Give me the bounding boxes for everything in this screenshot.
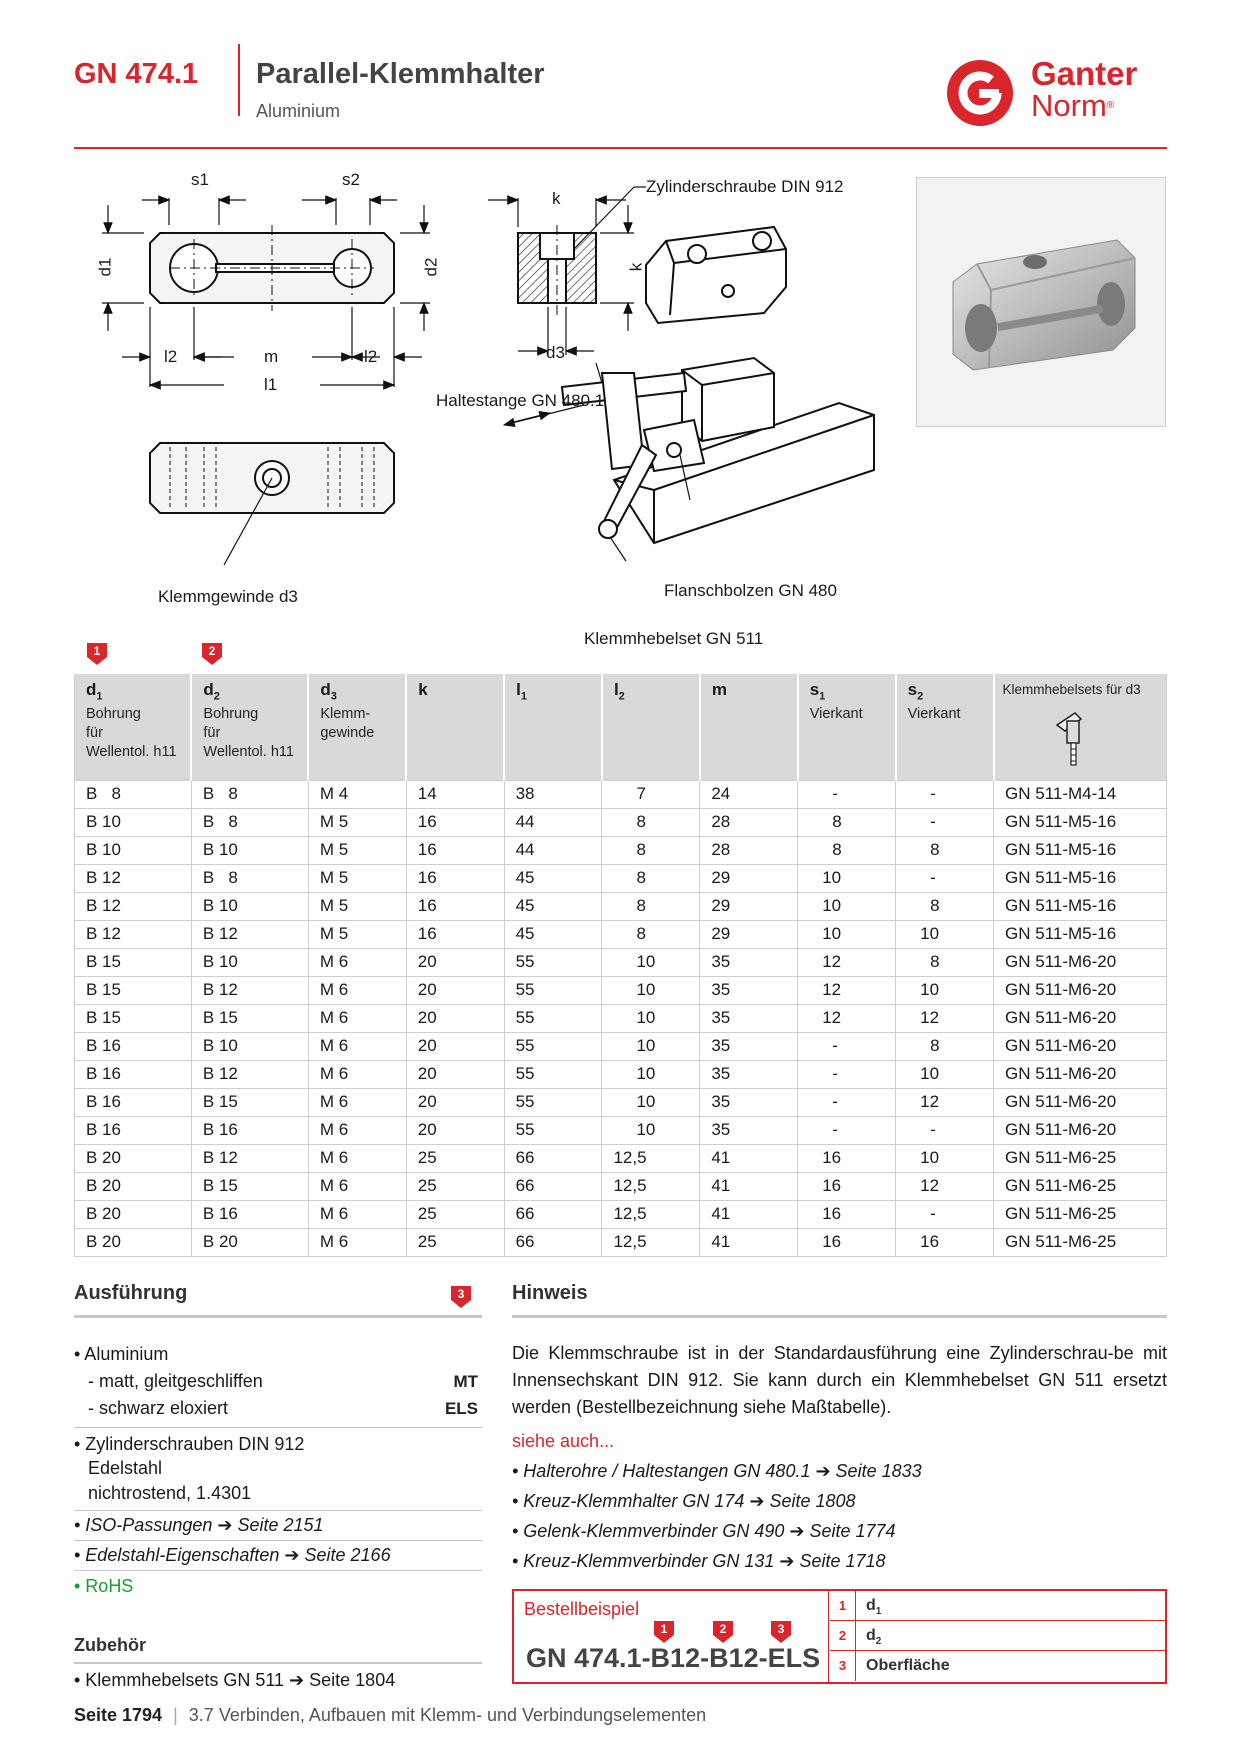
table-cell: M 6 <box>308 1088 406 1116</box>
table-cell: B 8 <box>191 808 308 836</box>
label-rod: Haltestange GN 480.1 <box>436 391 605 410</box>
table-cell: GN 511-M4-14 <box>994 780 1167 808</box>
divider <box>74 1510 482 1511</box>
label-lever: Klemmhebelset GN 511 <box>584 629 764 648</box>
label-thread: Klemmgewinde d3 <box>158 587 298 606</box>
table-cell: 45 <box>504 864 602 892</box>
table-cell: 55 <box>504 1032 602 1060</box>
table-cell: M 6 <box>308 1172 406 1200</box>
table-header-cell: $s_2$ Vierkant <box>896 674 994 780</box>
link-edelstahl[interactable]: • Edelstahl-Eigenschaften ➔ Seite 2166 <box>74 1545 391 1565</box>
table-row <box>75 1088 1167 1116</box>
top-view-drawing <box>150 225 394 311</box>
table-cell: 66 <box>504 1228 602 1256</box>
divider <box>74 1427 482 1428</box>
table-cell: 8 <box>602 836 700 864</box>
table-cell: GN 511-M6-20 <box>994 1088 1167 1116</box>
label-l2-left: l2 <box>164 347 178 366</box>
table-cell: 16 <box>798 1144 896 1172</box>
marker-d1: 1 <box>87 643 107 665</box>
table-cell: - <box>798 1088 896 1116</box>
label-l1: l1 <box>264 375 278 394</box>
table-cell: 45 <box>504 920 602 948</box>
table-cell: 41 <box>700 1172 798 1200</box>
table-row <box>75 780 1167 808</box>
table-cell: M 6 <box>308 1060 406 1088</box>
table-cell: 16 <box>406 864 504 892</box>
page-footer <box>74 1705 706 1726</box>
table-cell: B 15 <box>75 1004 192 1032</box>
table-cell: 10 <box>798 892 896 920</box>
table-cell: 8 <box>896 1032 994 1060</box>
table-cell: 10 <box>602 1032 700 1060</box>
table-cell: B 16 <box>191 1200 308 1228</box>
table-cell: B 16 <box>75 1088 192 1116</box>
table-cell: 55 <box>504 1116 602 1144</box>
dimension-table <box>74 674 1167 1257</box>
table-cell: - <box>896 864 994 892</box>
table-cell: GN 511-M5-16 <box>994 808 1167 836</box>
table-cell: - <box>798 1032 896 1060</box>
table-cell: 8 <box>602 920 700 948</box>
table-cell: B 12 <box>191 976 308 1004</box>
table-cell: 16 <box>406 920 504 948</box>
table-cell: B 20 <box>75 1144 192 1172</box>
link-gelenk-klemmverbinder[interactable]: • Gelenk-Klemmverbinder GN 490 ➔ Seite 1774 <box>512 1521 896 1541</box>
table-row <box>75 976 1167 1004</box>
table-cell: 25 <box>406 1228 504 1256</box>
table-cell: GN 511-M6-25 <box>994 1144 1167 1172</box>
table-cell: - <box>798 1116 896 1144</box>
table-cell: - <box>896 808 994 836</box>
table-cell: 12 <box>798 948 896 976</box>
table-cell: 16 <box>406 892 504 920</box>
table-cell: B 12 <box>75 892 192 920</box>
table-cell: - <box>798 1060 896 1088</box>
table-cell: 16 <box>406 836 504 864</box>
order-marker-3: 3 <box>771 1621 791 1643</box>
table-row <box>75 920 1167 948</box>
table-cell: M 5 <box>308 808 406 836</box>
table-cell: 10 <box>602 1004 700 1032</box>
table-header-cell: $d_3$ Klemm- gewinde <box>308 674 406 780</box>
table-cell: B 10 <box>191 892 308 920</box>
table-header-cell: $l_2$ <box>602 674 700 780</box>
hint-paragraph: Die Klemmschraube ist in der Standardausführung eine Zylinderschrau-be mit Innensechskant DIN 912. Sie kann durch ein Klemmhebelset GN 511 ersetzt werden (Bestellbezeichnung siehe Maßtabelle). <box>512 1343 1167 1417</box>
table-cell: B 12 <box>191 920 308 948</box>
table-cell: 10 <box>896 920 994 948</box>
table-cell: 10 <box>798 920 896 948</box>
table-cell: GN 511-M5-16 <box>994 864 1167 892</box>
code-mt: MT <box>453 1372 478 1391</box>
table-header-lever: Klemmhebelsets für d3 <box>994 674 1167 780</box>
table-cell: 35 <box>700 948 798 976</box>
table-cell: 20 <box>406 1032 504 1060</box>
table-cell: GN 511-M6-25 <box>994 1172 1167 1200</box>
table-cell: M 6 <box>308 1228 406 1256</box>
table-cell: 29 <box>700 892 798 920</box>
label-screw: Zylinderschraube DIN 912 <box>646 177 844 196</box>
table-cell: 35 <box>700 1060 798 1088</box>
table-row <box>75 1144 1167 1172</box>
table-cell: 44 <box>504 836 602 864</box>
table-cell: M 6 <box>308 1004 406 1032</box>
screw-item: • Zylinderschrauben DIN 912 <box>74 1434 305 1454</box>
assembly-drawing <box>562 358 874 543</box>
label-flange: Flanschbolzen GN 480 <box>664 581 837 600</box>
table-header-cell: $s_1$ Vierkant <box>798 674 896 780</box>
table-cell: 41 <box>700 1144 798 1172</box>
table-header-cell: k <box>406 674 504 780</box>
order-marker-2: 2 <box>713 1621 733 1643</box>
order-example-label: Bestellbeispiel <box>524 1599 640 1619</box>
table-row <box>75 1116 1167 1144</box>
table-cell: B 10 <box>191 836 308 864</box>
table-cell: 8 <box>896 948 994 976</box>
table-cell: 20 <box>406 948 504 976</box>
table-cell: 45 <box>504 892 602 920</box>
table-cell: 12 <box>896 1172 994 1200</box>
table-cell: 28 <box>700 836 798 864</box>
table-cell: 12 <box>896 1004 994 1032</box>
table-cell: B 16 <box>75 1060 192 1088</box>
table-cell: B 8 <box>191 780 308 808</box>
table-cell: 12,5 <box>602 1172 700 1200</box>
table-cell: B 20 <box>75 1200 192 1228</box>
label-d2: d2 <box>421 257 441 277</box>
header-rule <box>74 147 1167 149</box>
table-cell: 12 <box>798 1004 896 1032</box>
table-cell: 55 <box>504 1060 602 1088</box>
table-cell: M 5 <box>308 920 406 948</box>
table-cell: B 12 <box>191 1144 308 1172</box>
table-cell: 24 <box>700 780 798 808</box>
table-cell: 41 <box>700 1228 798 1256</box>
table-cell: B 12 <box>191 1060 308 1088</box>
section-title-hinweis: Hinweis <box>512 1282 588 1304</box>
table-cell: M 6 <box>308 1144 406 1172</box>
screw-spec: nichtrostend, 1.4301 <box>88 1483 252 1503</box>
table-row <box>75 1200 1167 1228</box>
table-cell: - <box>798 780 896 808</box>
table-cell: 55 <box>504 948 602 976</box>
table-cell: 20 <box>406 1088 504 1116</box>
table-cell: 38 <box>504 780 602 808</box>
table-cell: 20 <box>406 1116 504 1144</box>
label-k-side: k <box>626 262 646 272</box>
link-iso[interactable]: • ISO-Passungen ➔ Seite 2151 <box>74 1515 324 1535</box>
table-cell: 66 <box>504 1200 602 1228</box>
table-cell: 66 <box>504 1144 602 1172</box>
label-k-top: k <box>552 189 561 208</box>
table-cell: 25 <box>406 1200 504 1228</box>
table-cell: GN 511-M5-16 <box>994 892 1167 920</box>
footer-chapter: 3.7 Verbinden, Aufbauen mit Klemm- und Verbindungselementen <box>188 1705 707 1725</box>
table-cell: GN 511-M6-20 <box>994 948 1167 976</box>
table-cell: B 15 <box>75 948 192 976</box>
table-cell: 10 <box>602 1116 700 1144</box>
table-cell: B 12 <box>75 864 192 892</box>
table-cell: B 16 <box>191 1116 308 1144</box>
table-row <box>75 892 1167 920</box>
table-cell: GN 511-M6-20 <box>994 1004 1167 1032</box>
table-cell: B 8 <box>75 780 192 808</box>
ganter-logo-icon <box>945 58 1017 128</box>
table-row <box>75 1032 1167 1060</box>
table-cell: 28 <box>700 808 798 836</box>
label-d3: d3 <box>546 343 565 362</box>
table-cell: 12,5 <box>602 1144 700 1172</box>
see-also-label: siehe auch... <box>512 1431 615 1451</box>
table-cell: B 15 <box>75 976 192 1004</box>
table-cell: B 10 <box>191 948 308 976</box>
page-number: Seite 1794 <box>74 1705 163 1725</box>
screw-material: Edelstahl <box>88 1458 163 1478</box>
table-cell: GN 511-M6-25 <box>994 1228 1167 1256</box>
section-title-zubehoer: Zubehör <box>74 1635 146 1655</box>
link-kreuz-klemmverbinder[interactable]: • Kreuz-Klemmverbinder GN 131 ➔ Seite 1718 <box>512 1551 886 1571</box>
order-row: 2 $d_2$ <box>830 1621 1165 1651</box>
clamp-photo-icon <box>917 178 1165 426</box>
table-cell: - <box>896 1116 994 1144</box>
table-cell: 16 <box>406 808 504 836</box>
table-cell: GN 511-M6-20 <box>994 1116 1167 1144</box>
table-cell: 44 <box>504 808 602 836</box>
table-row <box>75 1172 1167 1200</box>
header-separator <box>238 44 240 116</box>
table-cell: M 6 <box>308 976 406 1004</box>
ganter-norm-logo <box>945 55 1170 128</box>
section-title-ausfuehrung: Ausführung <box>74 1282 188 1304</box>
table-cell: M 5 <box>308 836 406 864</box>
table-header-cell: $d_1$ Bohrung für Wellentol. h11 <box>75 674 192 780</box>
link-kreuz-klemmhalter[interactable]: • Kreuz-Klemmhalter GN 174 ➔ Seite 1808 <box>512 1491 856 1511</box>
code-els: ELS <box>444 1399 478 1418</box>
order-row: 3 Oberfläche <box>830 1651 1165 1681</box>
table-header-cell: $d_2$ Bohrung für Wellentol. h11 <box>191 674 308 780</box>
table-cell: 7 <box>602 780 700 808</box>
table-cell: 35 <box>700 1032 798 1060</box>
table-cell: 14 <box>406 780 504 808</box>
product-photo <box>916 177 1166 427</box>
table-row <box>75 836 1167 864</box>
table-cell: B 15 <box>191 1088 308 1116</box>
table-cell: 12,5 <box>602 1200 700 1228</box>
table-cell: 10 <box>896 1144 994 1172</box>
marker-d2: 2 <box>202 643 222 665</box>
table-cell: 55 <box>504 976 602 1004</box>
table-cell: 10 <box>602 948 700 976</box>
table-cell: B 12 <box>75 920 192 948</box>
table-cell: B 10 <box>75 836 192 864</box>
section-rule <box>74 1315 482 1318</box>
table-row <box>75 808 1167 836</box>
table-cell: GN 511-M5-16 <box>994 920 1167 948</box>
table-cell: B 10 <box>191 1032 308 1060</box>
table-cell: 10 <box>602 976 700 1004</box>
table-cell: M 4 <box>308 780 406 808</box>
table-cell: 16 <box>896 1228 994 1256</box>
table-cell: GN 511-M6-20 <box>994 976 1167 1004</box>
table-cell: 35 <box>700 1116 798 1144</box>
table-cell: 8 <box>896 836 994 864</box>
table-cell: 20 <box>406 976 504 1004</box>
table-cell: B 15 <box>191 1172 308 1200</box>
table-cell: 29 <box>700 920 798 948</box>
link-halterohre[interactable]: • Halterohre / Haltestangen GN 480.1 ➔ Seite 1833 <box>512 1461 922 1481</box>
table-cell: 41 <box>700 1200 798 1228</box>
table-cell: 12 <box>896 1088 994 1116</box>
table-cell: B 10 <box>75 808 192 836</box>
technical-drawings <box>74 165 1167 655</box>
table-cell: 10 <box>896 1060 994 1088</box>
table-cell: B 16 <box>75 1032 192 1060</box>
table-cell: B 20 <box>191 1228 308 1256</box>
table-cell: 20 <box>406 1060 504 1088</box>
table-row <box>75 948 1167 976</box>
table-cell: 35 <box>700 976 798 1004</box>
product-code: GN 474.1 <box>74 58 199 90</box>
label-m: m <box>264 347 279 366</box>
table-cell: 25 <box>406 1172 504 1200</box>
rohs-item: • RoHS <box>74 1576 134 1596</box>
section-rule <box>512 1315 1167 1318</box>
table-cell: B 8 <box>191 864 308 892</box>
table-cell: 10 <box>602 1088 700 1116</box>
table-cell: M 6 <box>308 1200 406 1228</box>
table-cell: M 5 <box>308 892 406 920</box>
table-cell: 12,5 <box>602 1228 700 1256</box>
table-cell: 16 <box>798 1200 896 1228</box>
table-row <box>75 864 1167 892</box>
order-code: GN 474.1-B12-B12-ELS <box>526 1643 821 1673</box>
option-black: - schwarz eloxiert <box>88 1398 229 1418</box>
order-row: 1 $d_1$ <box>830 1591 1165 1621</box>
label-d1: d1 <box>95 257 115 277</box>
table-cell: 29 <box>700 864 798 892</box>
marker-surface: 3 <box>451 1286 471 1308</box>
table-cell: GN 511-M5-16 <box>994 836 1167 864</box>
order-marker-1: 1 <box>654 1621 674 1643</box>
divider <box>74 1570 482 1571</box>
accessory-item[interactable]: • Klemmhebelsets GN 511 ➔ Seite 1804 <box>74 1670 396 1690</box>
table-cell: 10 <box>896 976 994 1004</box>
order-example-box <box>512 1589 1167 1684</box>
table-cell: B 20 <box>75 1172 192 1200</box>
table-cell: M 6 <box>308 1032 406 1060</box>
table-cell: 16 <box>798 1172 896 1200</box>
table-cell: 8 <box>602 808 700 836</box>
label-s1: s1 <box>191 170 209 189</box>
iso-sketch-drawing <box>646 227 786 323</box>
table-header-cell: $l_1$ <box>504 674 602 780</box>
table-cell: 55 <box>504 1088 602 1116</box>
table-cell: 16 <box>798 1228 896 1256</box>
table-cell: 8 <box>798 808 896 836</box>
table-cell: 35 <box>700 1004 798 1032</box>
clamp-lever-icon <box>1053 703 1093 769</box>
table-cell: - <box>896 780 994 808</box>
option-matt: - matt, gleitgeschliffen <box>88 1371 263 1391</box>
table-cell: 25 <box>406 1144 504 1172</box>
table-cell: GN 511-M6-20 <box>994 1032 1167 1060</box>
table-header-cell: m <box>700 674 798 780</box>
table-cell: GN 511-M6-20 <box>994 1060 1167 1088</box>
table-cell: M 6 <box>308 948 406 976</box>
table-cell: 12 <box>798 976 896 1004</box>
divider <box>74 1540 482 1541</box>
table-cell: 8 <box>896 892 994 920</box>
table-cell: - <box>896 1200 994 1228</box>
table-cell: 8 <box>602 864 700 892</box>
logo-text-norm: Norm® <box>1031 88 1115 123</box>
table-cell: 20 <box>406 1004 504 1032</box>
label-l2-right: l2 <box>364 347 378 366</box>
table-cell: B 15 <box>191 1004 308 1032</box>
table-cell: B 16 <box>75 1116 192 1144</box>
table-cell: M 5 <box>308 864 406 892</box>
section-rule <box>74 1662 482 1664</box>
table-cell: 10 <box>798 864 896 892</box>
table-row <box>75 1228 1167 1256</box>
table-cell: 35 <box>700 1088 798 1116</box>
table-cell: 10 <box>602 1060 700 1088</box>
footer-separator: | <box>173 1705 178 1725</box>
table-row <box>75 1004 1167 1032</box>
table-cell: B 20 <box>75 1228 192 1256</box>
table-cell: M 6 <box>308 1116 406 1144</box>
material-item: • Aluminium <box>74 1344 169 1364</box>
label-s2: s2 <box>342 170 360 189</box>
page-title: Parallel-Klemmhalter <box>256 58 545 90</box>
page-subtitle: Aluminium <box>256 101 341 121</box>
logo-text-ganter: Ganter <box>1031 55 1138 92</box>
table-cell: GN 511-M6-25 <box>994 1200 1167 1228</box>
table-header-row <box>75 674 1167 780</box>
table-cell: 8 <box>798 836 896 864</box>
table-cell: 55 <box>504 1004 602 1032</box>
table-cell: 66 <box>504 1172 602 1200</box>
table-row <box>75 1060 1167 1088</box>
table-cell: 8 <box>602 892 700 920</box>
